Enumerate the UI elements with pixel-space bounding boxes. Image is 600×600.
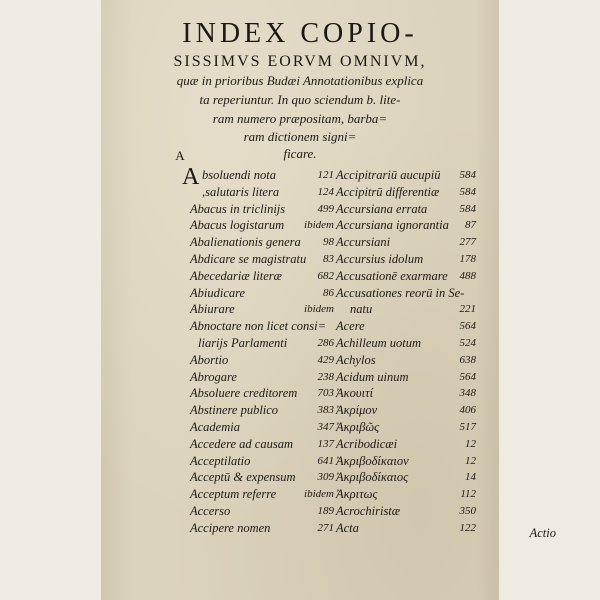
- catchword: Actio: [529, 526, 556, 540]
- entry-term: Achylos: [336, 352, 376, 367]
- entry-page-ref: 488: [459, 269, 476, 282]
- entry-page-ref: 238: [317, 370, 334, 383]
- section-letter: A: [175, 148, 185, 163]
- entry-page-ref: 564: [459, 370, 476, 383]
- entry-term: Acta: [336, 520, 359, 535]
- entry-term: Abiudicare: [190, 285, 246, 300]
- entry-page-ref: 641: [317, 454, 334, 467]
- index-entry: [336, 318, 476, 335]
- entry-term: Abstinere publico: [190, 403, 279, 418]
- index-entry: [190, 503, 334, 520]
- entry-page-ref: ibidem: [304, 488, 334, 501]
- index-entry: [190, 352, 334, 369]
- entry-term: Abecedariæ literæ: [190, 268, 282, 283]
- index-entry: [190, 167, 334, 184]
- page-subtitle: SISSIMVS EORVM OMNIVM,: [173, 53, 427, 70]
- entry-term: Accedere ad causam: [190, 436, 293, 451]
- index-entry: [190, 402, 334, 419]
- index-entry: [190, 469, 334, 486]
- entry-page-ref: 83: [323, 252, 334, 265]
- entry-term: Abacus logistarum: [190, 218, 285, 233]
- entry-term: Abalienationis genera: [190, 235, 301, 250]
- entry-term: Acrochiristæ: [336, 503, 401, 518]
- index-entry: [336, 520, 476, 537]
- index-entry: [336, 469, 476, 486]
- index-entry: [336, 251, 476, 268]
- entry-page-ref: 87: [465, 219, 476, 232]
- index-entry: [190, 217, 334, 234]
- entry-term: Ἀκριβοδίκαιον: [336, 453, 409, 468]
- index-column-right: [336, 167, 476, 537]
- entry-page-ref: 499: [317, 202, 334, 215]
- index-entry: [336, 385, 476, 402]
- entry-term: liarijs Parlamenti: [198, 335, 288, 350]
- entry-page-ref: 271: [317, 521, 334, 534]
- entry-page-ref: 406: [459, 404, 476, 417]
- entry-term: Acceptilatio: [190, 453, 251, 468]
- index-entry: [190, 184, 334, 201]
- entry-page-ref: 584: [459, 202, 476, 215]
- index-entry: [336, 503, 476, 520]
- entry-term: Abacus in triclinijs: [190, 201, 286, 216]
- entry-term: Acceptū & expensum: [190, 470, 296, 485]
- entry-term: Accusationē exarmare: [336, 268, 448, 283]
- page-title: INDEX COPIO-: [182, 18, 418, 49]
- entry-term: Ἀκουιτί: [336, 386, 374, 401]
- index-entry: [336, 268, 476, 285]
- entry-page-ref: 221: [459, 303, 476, 316]
- index-entry: [190, 201, 334, 218]
- index-entry: [336, 184, 476, 201]
- index-entry: [190, 335, 334, 352]
- index-entry: [336, 167, 476, 184]
- entry-term: Acribodicæi: [336, 436, 398, 451]
- entry-page-ref: 347: [317, 420, 334, 433]
- entry-page-ref: 517: [459, 420, 476, 433]
- index-entry: [190, 419, 334, 436]
- entry-term: Ἀκριβῶς: [336, 419, 380, 434]
- index-entry: [336, 402, 476, 419]
- entry-page-ref: 564: [459, 320, 476, 333]
- entry-page-ref: 121: [317, 169, 334, 181]
- entry-page-ref: 524: [459, 336, 476, 349]
- entry-term: bsoluendi nota: [202, 168, 276, 182]
- entry-page-ref: 189: [317, 504, 334, 517]
- entry-term: Achilleum uotum: [336, 335, 422, 350]
- index-entry: [190, 436, 334, 453]
- index-entry: [190, 318, 334, 335]
- index-entry: [336, 335, 476, 352]
- entry-page-ref: 122: [459, 521, 476, 534]
- entry-term: Abnoctare non licet consi=: [190, 319, 327, 334]
- entry-term: Abrogare: [190, 369, 237, 384]
- entry-term: Absoluere creditorem: [190, 386, 298, 401]
- index-entry: [336, 301, 476, 318]
- index-entry: [190, 453, 334, 470]
- index-entry: [190, 285, 334, 302]
- entry-term: Acere: [336, 319, 365, 334]
- entry-page-ref: ibidem: [304, 219, 334, 232]
- index-entry: [190, 486, 334, 503]
- entry-page-ref: 86: [323, 286, 334, 299]
- entry-term: Ἀκριβοδίκαιος: [336, 470, 409, 485]
- entry-term: Acidum uinum: [336, 369, 409, 384]
- index-entry: [190, 234, 334, 251]
- entry-page-ref: 12: [465, 454, 476, 467]
- entry-term: Accursius idolum: [336, 251, 424, 266]
- entry-term: Accursiani: [336, 235, 391, 250]
- index-entry: [190, 385, 334, 402]
- entry-page-ref: 350: [459, 504, 476, 517]
- index-entry: [336, 486, 476, 503]
- entry-term: natu: [350, 302, 373, 317]
- index-entry: [336, 369, 476, 386]
- index-entry: [190, 369, 334, 386]
- entry-page-ref: 137: [317, 437, 334, 450]
- entry-term: Acceptum referre: [190, 487, 277, 502]
- index-entry: [190, 251, 334, 268]
- entry-term: Academia: [190, 419, 240, 434]
- entry-page-ref: 178: [459, 252, 476, 265]
- entry-term: Abdicare se magistratu: [190, 251, 307, 266]
- entry-term: Abortio: [190, 352, 229, 367]
- index-entry: [336, 217, 476, 234]
- entry-term: Accursiana ignorantia: [336, 218, 449, 233]
- entry-page-ref: 98: [323, 236, 334, 249]
- intro-line-5: ficare.: [283, 146, 317, 161]
- index-column-left: [190, 167, 334, 537]
- entry-page-ref: 286: [317, 336, 334, 349]
- entry-term: Ἀκρίμον: [336, 403, 378, 418]
- entry-term: Abiurare: [190, 302, 235, 317]
- entry-page-ref: 277: [459, 236, 476, 249]
- entry-term: ,salutaris litera: [202, 184, 280, 199]
- index-entry: [336, 234, 476, 251]
- entry-page-ref: 584: [459, 185, 476, 198]
- index-entry: [190, 301, 334, 318]
- index-entry: [336, 285, 476, 302]
- index-entry: [336, 352, 476, 369]
- index-entry: [336, 419, 476, 436]
- intro-line-3: ram numero præpositam, barba=: [212, 111, 388, 126]
- index-entry: [190, 268, 334, 285]
- entry-term: Accipitrū differentiæ: [336, 184, 440, 199]
- entry-page-ref: 112: [460, 488, 476, 501]
- entry-page-ref: 682: [317, 269, 334, 282]
- entry-term: Accipitrariū aucupiū: [336, 168, 441, 182]
- index-entry: [336, 201, 476, 218]
- index-entry: [190, 520, 334, 537]
- entry-page-ref: 584: [459, 169, 476, 181]
- intro-line-1: quæ in prioribus Budæi Annotationibus explica: [176, 73, 424, 88]
- entry-page-ref: 348: [459, 387, 476, 400]
- entry-page-ref: 309: [317, 471, 334, 484]
- entry-term: Accipere nomen: [190, 520, 271, 535]
- entry-page-ref: ibidem: [304, 303, 334, 316]
- entry-term: Ἀκριτως: [336, 487, 378, 502]
- drop-capital: A: [182, 164, 200, 190]
- intro-line-4: ram dictionem signi=: [243, 129, 357, 144]
- entry-page-ref: 429: [317, 353, 334, 366]
- entry-page-ref: 12: [465, 437, 476, 450]
- entry-page-ref: 14: [465, 471, 476, 484]
- entry-term: Accursiana errata: [336, 201, 428, 216]
- entry-page-ref: 638: [459, 353, 476, 366]
- entry-term: Accusationes reorū in Se-: [336, 285, 465, 300]
- entry-page-ref: 703: [317, 387, 334, 400]
- entry-page-ref: 383: [317, 404, 334, 417]
- intro-line-2: ta reperiuntur. In quo sciendum b. lite-: [199, 92, 401, 107]
- index-entry: [336, 453, 476, 470]
- entry-term: Accerso: [190, 503, 231, 518]
- entry-page-ref: 124: [317, 185, 334, 198]
- index-entry: [336, 436, 476, 453]
